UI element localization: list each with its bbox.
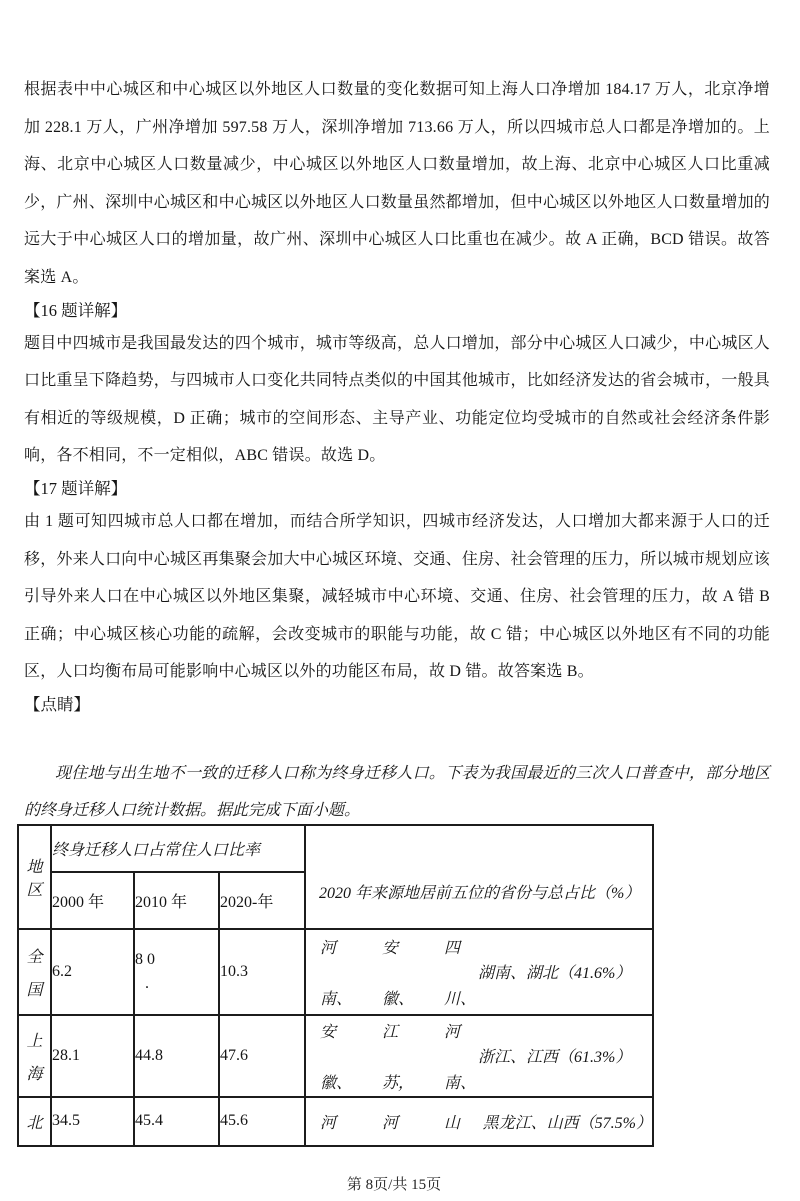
cell-national-2020: 10.3 [219, 929, 305, 1015]
paragraph-answer-16: 题目中四城市是我国最发达的四个城市，城市等级高，总人口增加，部分中心城区人口减少，中心城区人口比重呈下降趋势，与四城市人口变化共同特点类似的中国其他城市，比如经济发达的省会城市，一般具有相近的等级规模，D 正确；城市的空间形态、主导产业、功能定位均受城市的自然或社会经济条件影响，各不相同，不一定相似，ABC 错误。故选 D。 [24, 334, 770, 465]
cell-beijing-2010: 45.4 [134, 1097, 219, 1146]
region-char: 上 [26, 1032, 43, 1050]
cell-national-2000: 6.2 [51, 929, 134, 1015]
cell-beijing-2000: 34.5 [51, 1097, 134, 1146]
paragraph-answer-17: 由 1 题可知四城市总人口都在增加，而结合所学知识，四城市经济发达，人口增加大都来源于人口的迁移，外来人口向中心城区再集聚会加大中心城区环境、交通、住房、社会管理的压力，所以城市规划应该引导外来人口在中心城区以外地区集聚，减轻城市中心环境、交通、住房、社会管理的压力，故 A 错 B 正确；中心城区核心功能的疏解，会改变城市的职能与功能，故 C 错；中心城区以外地区有不同的功能区，人口均衡布局可能影响中心城区以外的功能区布局，故 D 错。故答案选 B。 [24, 512, 770, 681]
cell-region-national [18, 929, 51, 1015]
cell-shanghai-2010: 44.8 [134, 1015, 219, 1097]
heading-q17: 【17 题详解】 [24, 478, 128, 498]
header-cell-2000: 2000 年 [51, 872, 134, 929]
region-char: 北 [26, 1114, 43, 1132]
cell-beijing-2020: 45.6 [219, 1097, 305, 1146]
region-char: 国 [26, 981, 43, 999]
heading-dianjing: 【点睛】 [24, 694, 90, 714]
page-number-footer: 第 8页/共 15页 [346, 1176, 442, 1193]
table-row-shanghai [18, 1015, 653, 1097]
header-cell-2020: 2020-年 [219, 872, 305, 929]
question-intro-paragraph: 现住地与出生地不一致的迁移人口称为终身迁移人口。下表为我国最近的三次人口普查中，部分地区的终身迁移人口统计数据。据此完成下面小题。 [24, 764, 770, 820]
cell-national-sources: 河 安 四 南、 徽、 川、 湖南、湖北（41.6%） [305, 929, 653, 1015]
value-sub: . [145, 974, 149, 992]
region-header-char-2: 区 [26, 881, 43, 899]
region-char: 海 [26, 1065, 43, 1083]
header-cell-source [305, 825, 653, 929]
cell-shanghai-2020: 47.6 [219, 1015, 305, 1097]
region-header-char-1: 地 [26, 858, 43, 876]
header-cell-ratio: 终身迁移人口占常住人口比率 [51, 825, 305, 872]
cell-shanghai-2000: 28.1 [51, 1015, 134, 1097]
sources-rest: 浙江、江西（61.3%） [478, 1049, 632, 1067]
migration-data-table [17, 824, 654, 1147]
cell-beijing-sources: 河 河 山 黑龙江、山西（57.5%） [305, 1097, 653, 1146]
table-row-national [18, 929, 653, 1015]
header-cell-region [18, 825, 51, 929]
cell-national-2010 [134, 929, 219, 1015]
cell-region-shanghai [18, 1015, 51, 1097]
region-char: 全 [26, 948, 43, 966]
sources-rest: 黑龙江、山西（57.5%） [482, 1114, 653, 1132]
header-cell-2010: 2010 年 [134, 872, 219, 929]
table-row-beijing [18, 1097, 653, 1146]
cell-region-beijing [18, 1097, 51, 1146]
heading-q16: 【16 题详解】 [24, 300, 128, 320]
cell-shanghai-sources: 安 江 河 徽、 苏， 南、 浙江、江西（61.3%） [305, 1015, 653, 1097]
value-main: 8 0 [135, 950, 155, 968]
sources-rest: 湖南、湖北（41.6%） [478, 965, 632, 983]
paragraph-answer-15: 根据表中中心城区和中心城区以外地区人口数量的变化数据可知上海人口净增加 184.17 万人，北京净增加 228.1 万人，广州净增加 597.58 万人，深圳净增加 713.66 万人，所以四城市总人口都是净增加的。上海、北京中心城区人口数量减少，中心城区以外地区人口数量增加，故上海、北京中心城区人口比重减少，广州、深圳中心城区和中心城区以外地区人口数量虽然都增加，但中心城区以外地区人口数量增加的远大于中心城区人口的增加量，故广州、深圳中心城区人口比重也在减少。故 A 正确，BCD 错误。故答案选 A。 [24, 81, 770, 286]
source-header-label: 2020 年来源地居前五位的省份与总占比（%） [319, 885, 641, 903]
table-header-row-1 [18, 825, 653, 872]
